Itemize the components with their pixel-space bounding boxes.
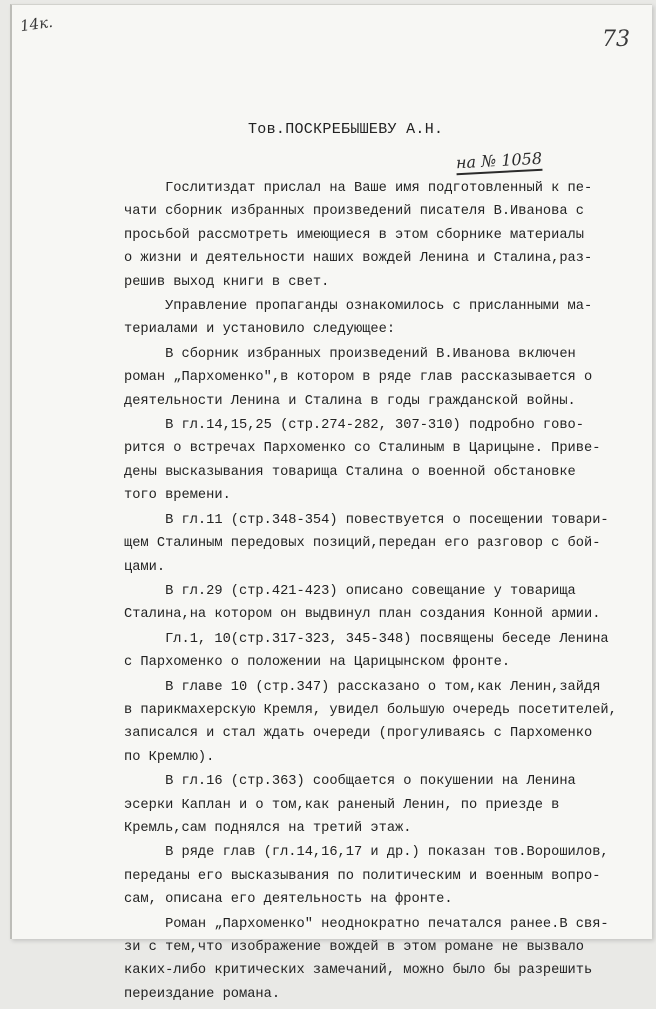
text-line: каких-либо критических замечаний, можно было бы разрешить <box>124 963 593 979</box>
paragraph <box>124 345 644 412</box>
text-line: дены высказывания товарища Сталина о военной обстановке <box>124 464 576 480</box>
paragraph <box>124 582 644 626</box>
text-line: решив выход книги в свет. <box>124 274 330 290</box>
text-line: Роман „Пархоменко" неоднократно печатался ранее.В свя- <box>124 916 609 932</box>
text-line: роман „Пархоменко",в котором в ряде глав рассказывается о <box>124 370 593 386</box>
text-line: В гл.16 (стр.363) сообщается о покушении на Ленина <box>124 774 576 790</box>
paragraph <box>124 772 644 839</box>
text-line: В гл.29 (стр.421-423) описано совещание у товарища <box>124 583 576 599</box>
paragraph <box>124 511 644 578</box>
text-line: переиздание романа. <box>124 986 281 1002</box>
paragraph <box>124 416 644 507</box>
text-line: В ряде глав (гл.14,16,17 и др.) показан тов.Ворошилов, <box>124 845 609 861</box>
archive-corner-mark: 14к. <box>18 12 54 36</box>
paragraph <box>124 179 644 293</box>
text-line: того времени. <box>124 488 231 504</box>
letter-body <box>124 179 644 1009</box>
text-line: в парикмахерскую Кремля, увидел большую очередь посетителей, <box>124 702 617 718</box>
text-line: о жизни и деятельности наших вождей Ленина и Сталина,раз- <box>124 251 593 267</box>
paragraph <box>124 843 644 910</box>
text-line: Гл.1, 10(стр.317-323, 345-348) посвящены беседе Ленина <box>124 631 609 647</box>
registration-number: на № 1058 <box>455 149 542 175</box>
text-line: с Пархоменко о положении на Царицынском фронте. <box>124 655 511 671</box>
paragraph <box>124 915 644 1006</box>
paragraph <box>124 297 644 341</box>
text-line: по Кремлю). <box>124 749 215 765</box>
text-line: рится о встречах Пархоменко со Сталиным в Царицыне. Приве- <box>124 441 601 457</box>
text-line: В сборник избранных произведений В.Иванова включен <box>124 346 576 362</box>
paragraph <box>124 630 644 674</box>
text-line: деятельности Ленина и Сталина в годы гражданской войны. <box>124 393 576 409</box>
text-line: просьбой рассмотреть имеющиеся в этом сборнике материалы <box>124 227 584 243</box>
text-line: цами. <box>124 559 166 575</box>
text-line: В гл.11 (стр.348-354) повествуется о посещении товари- <box>124 512 609 528</box>
document-page <box>10 4 652 1002</box>
text-line: переданы его высказывания по политическим и военным вопро- <box>124 868 601 884</box>
text-line: Кремль,сам поднялся на третий этаж. <box>124 820 412 836</box>
text-line: Сталина,на котором он выдвинул план создания Конной армии. <box>124 607 601 623</box>
addressee-line: Тов.ПОСКРЕБЫШЕВУ А.Н. <box>248 121 444 138</box>
text-line: Управление пропаганды ознакомилось с присланными ма- <box>124 299 593 315</box>
text-line: Гослитиздат прислал на Ваше имя подготовленный к пе- <box>124 181 593 196</box>
text-line: щем Сталиным передовых позиций,передан его разговор с бой- <box>124 536 601 552</box>
text-line: записался и стал ждать очереди (прогуливаясь с Пархоменко <box>124 726 593 742</box>
text-line: эсерки Каплан и о том,как раненый Ленин, по приезде в <box>124 797 560 813</box>
text-line: териалами и установило следующее: <box>124 322 396 338</box>
text-line: сам, описана его деятельность на фронте. <box>124 892 453 908</box>
paragraph <box>124 678 644 769</box>
text-line: чати сборник избранных произведений писателя В.Иванова с <box>124 204 584 220</box>
text-line: В гл.14,15,25 (стр.274-282, 307-310) подробно гово- <box>124 418 584 434</box>
text-line: В главе 10 (стр.347) рассказано о том,как Ленин,зайдя <box>124 679 601 695</box>
text-line: зи с тем,что изображение вождей в этом романе не вызвало <box>124 940 584 955</box>
page-number: 73 <box>602 27 630 52</box>
